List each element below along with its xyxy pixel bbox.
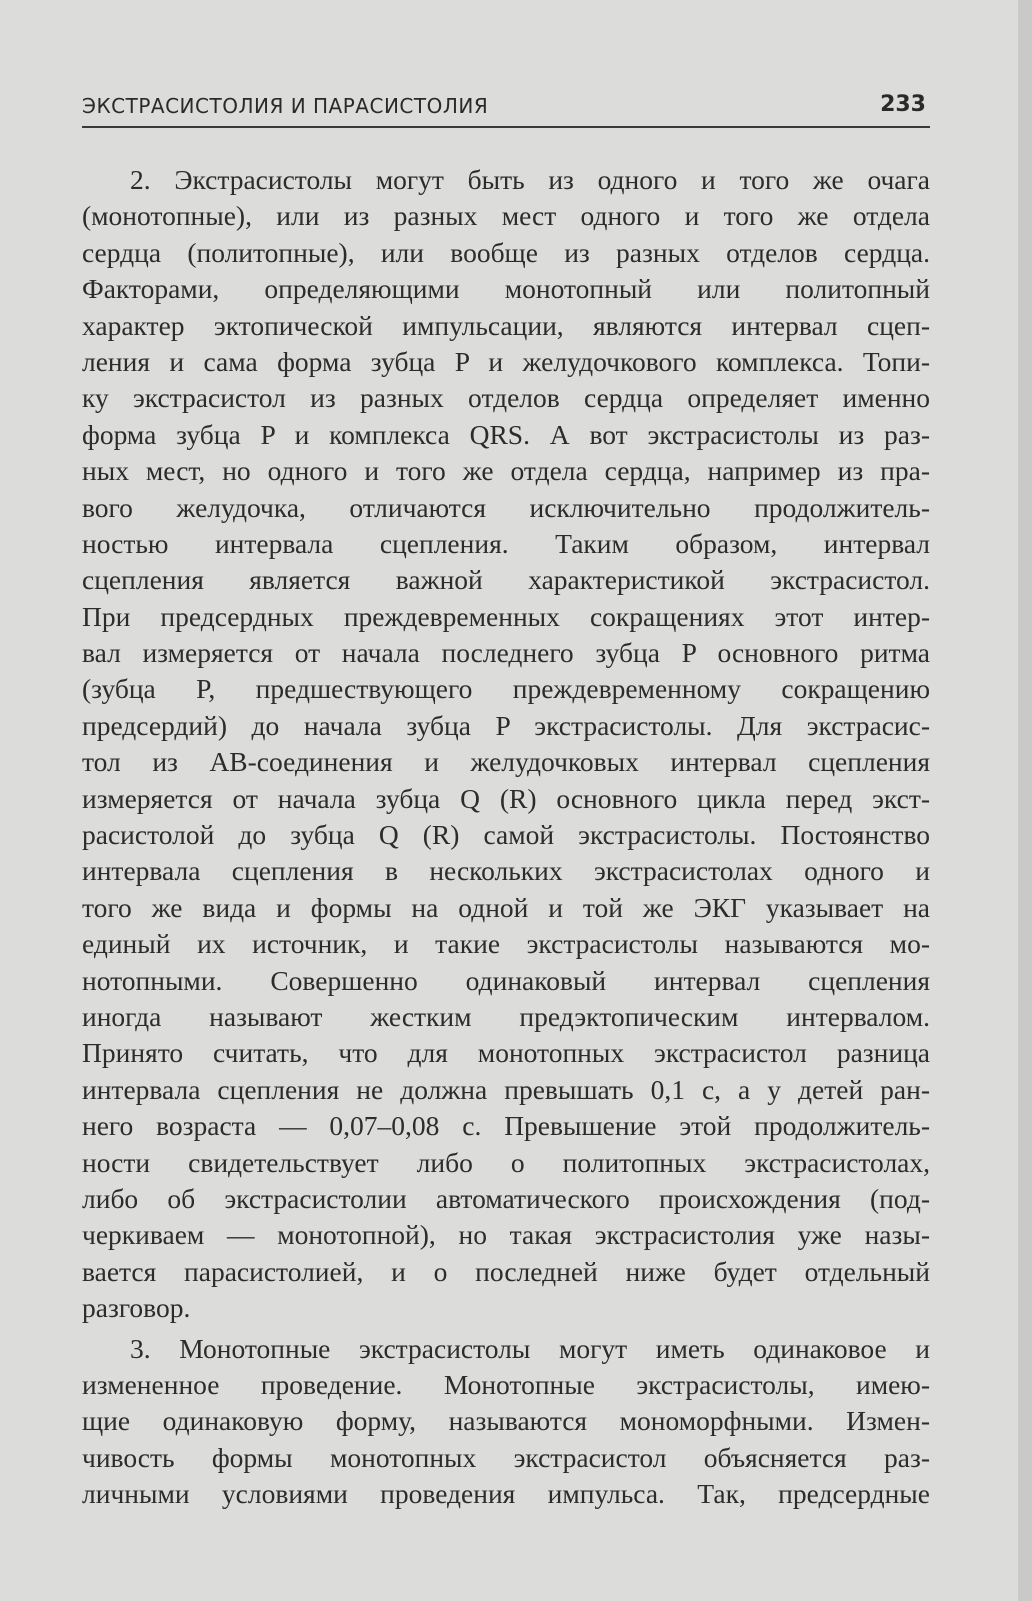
text-line: (зубца P, предшествующего преждевременному сокращению [82, 673, 930, 705]
text-line: него возраста — 0,07–0,08 с. Превышение этой продолжитель- [82, 1110, 930, 1142]
text-line: ления и сама форма зубца P и желудочкового комплекса. Топи- [82, 345, 930, 377]
text-line: того же вида и формы на одной и той же ЭКГ указывает на [82, 891, 930, 923]
text-line: предсердий) до начала зубца P экстрасистолы. Для экстрасис- [82, 709, 930, 741]
text-line: интервала сцепления не должна превышать 0,1 с, а у детей ран- [82, 1073, 930, 1105]
paragraph-1 [82, 162, 930, 1327]
body-text [82, 162, 930, 1512]
text-line: ку экстрасистол из разных отделов сердца определяет именно [82, 382, 930, 414]
text-line: личными условиями проведения импульса. Так, предсердные [82, 1478, 930, 1510]
text-line: характер эктопической импульсации, являются интервал сцеп- [82, 309, 930, 341]
text-line: При предсердных преждевременных сокращениях этот интер- [82, 600, 930, 632]
text-line: либо об экстрасистолии автоматического происхождения (под- [82, 1182, 930, 1214]
text-line: ности свидетельствует либо о политопных экстрасистолах, [82, 1146, 930, 1178]
text-line: сердца (политопные), или вообще из разных отделов сердца. [82, 236, 930, 268]
text-line: измененное проведение. Монотопные экстрасистолы, имею- [82, 1368, 930, 1400]
text-line: чивость формы монотопных экстрасистол объясняется раз- [82, 1441, 930, 1473]
paragraph-2 [82, 1331, 930, 1513]
text-line: вого желудочка, отличаются исключительно продолжитель- [82, 491, 930, 523]
text-line: интервала сцепления в нескольких экстрасистолах одного и [82, 855, 930, 887]
text-line: Принято считать, что для монотопных экстрасистол разница [82, 1037, 930, 1069]
text-line: тол из АВ-соединения и желудочковых интервал сцепления [82, 746, 930, 778]
text-line: щие одинаковую форму, называются мономорфными. Измен- [82, 1405, 930, 1437]
page-number: 233 [880, 92, 926, 117]
text-line: вается парасистолией, и о последней ниже будет отдельный [82, 1255, 930, 1287]
text-line: 2. Экстрасистолы могут быть из одного и того же очага [130, 164, 930, 195]
text-line: 3. Монотопные экстрасистолы могут иметь одинаковое и [130, 1332, 930, 1364]
text-line: ностью интервала сцепления. Таким образом, интервал [82, 527, 930, 559]
text-line: расистолой до зубца Q (R) самой экстрасистолы. Постоянство [82, 819, 930, 851]
text-line: иногда называют жестким предэктопическим интервалом. [82, 1000, 930, 1032]
text-line: вал измеряется от начала последнего зубца P основного ритма [82, 637, 930, 669]
text-line: Факторами, определяющими монотопный или политопный [82, 273, 930, 305]
scan-edge [1018, 0, 1032, 1601]
page-header [82, 92, 930, 128]
text-line: нотопными. Совершенно одинаковый интервал сцепления [82, 964, 930, 996]
text-line: ных мест, но одного и того же отдела сердца, например из пра- [82, 455, 930, 487]
text-line: сцепления является важной характеристикой экстрасистол. [82, 564, 930, 596]
text-line: (монотопные), или из разных мест одного и того же отдела [82, 200, 930, 232]
running-title: ЭКСТРАСИСТОЛИЯ И ПАРАСИСТОЛИЯ [82, 94, 489, 118]
text-line: измеряется от начала зубца Q (R) основного цикла перед экст- [82, 782, 930, 814]
text-line: единый их источник, и такие экстрасистолы называются мо- [82, 928, 930, 960]
text-line: черкиваем — монотопной), но такая экстрасистолия уже назы- [82, 1219, 930, 1251]
text-line: разговор. [82, 1292, 191, 1324]
text-line: форма зубца P и комплекса QRS. А вот экстрасистолы из раз- [82, 418, 930, 450]
